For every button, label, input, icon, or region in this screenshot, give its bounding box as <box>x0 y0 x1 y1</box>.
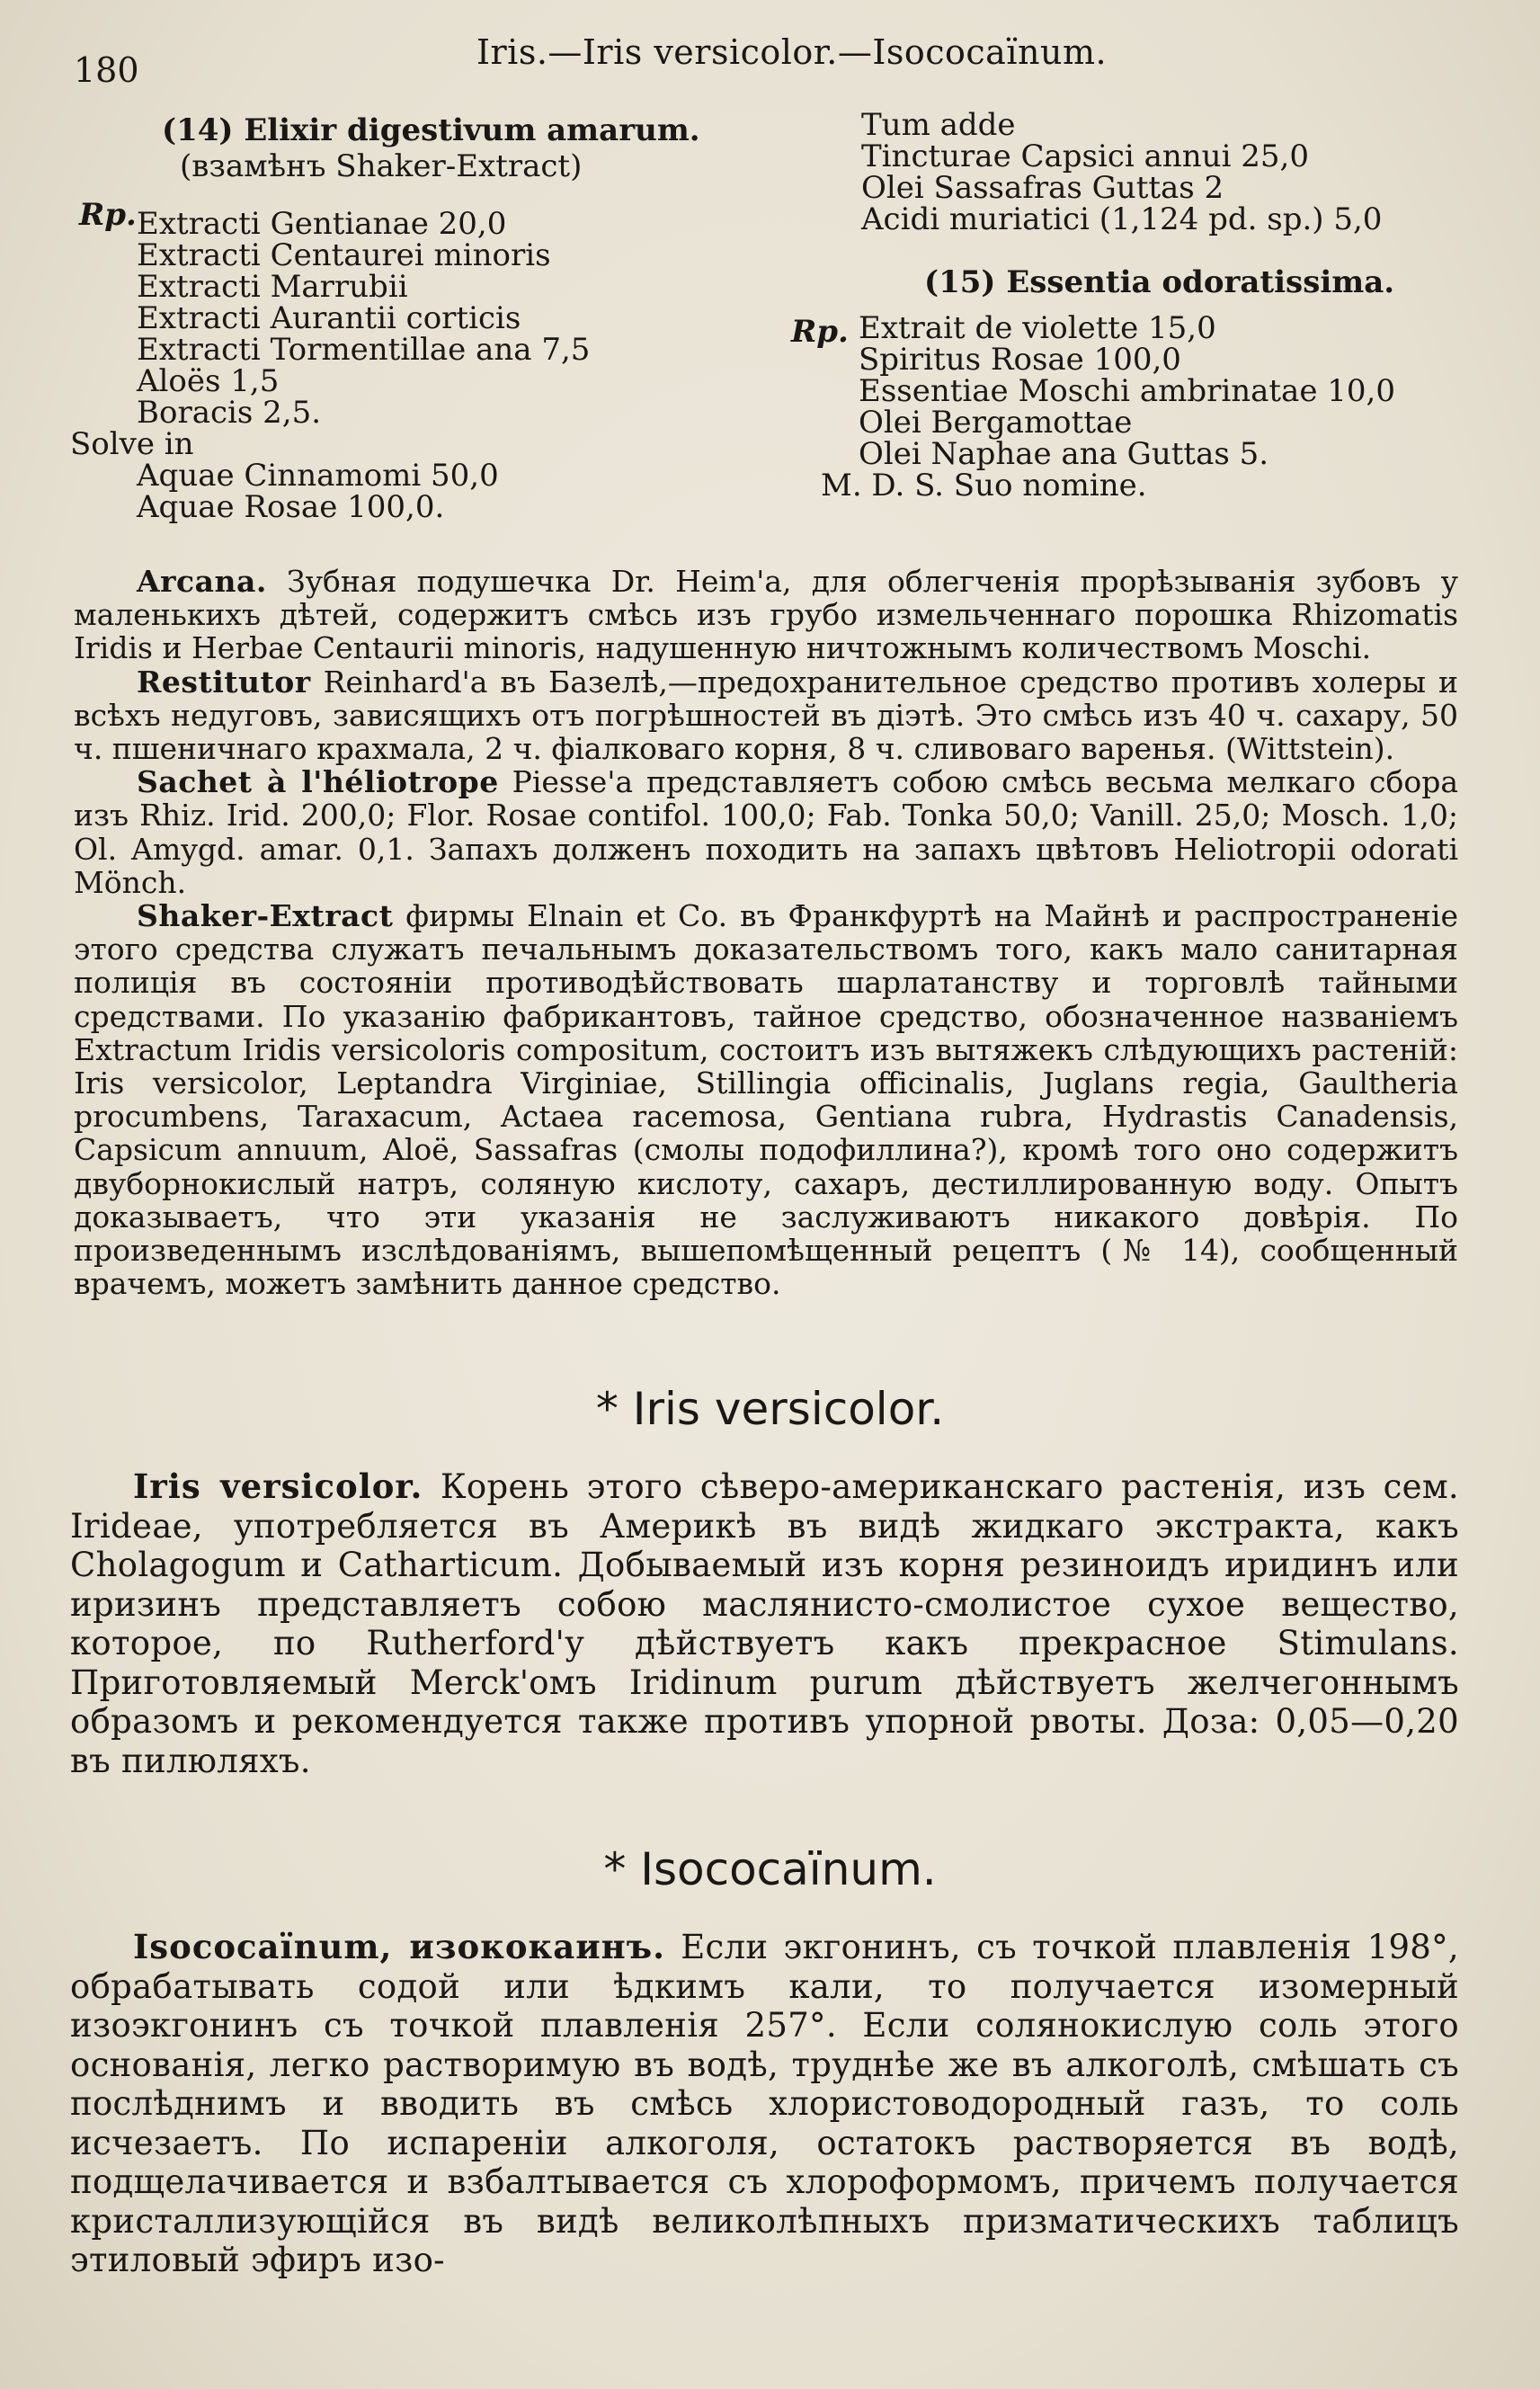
ingredient-line: Extracti Aurantii corticis <box>137 300 521 336</box>
paragraph-text: фирмы Elnain et Co. въ Франкфуртѣ на Майнѣ и распространеніе этого средства служатъ печальнымъ доказательствомъ того, какъ мало санитарная полиція въ состояніи противодѣйствовать шарлатанству и торговлѣ тайными средствами. По указанію фабрикантовъ, тайное средство, обозначенное названіемъ Extractum Iridis versicoloris compositum, состоитъ изъ вытяжекъ слѣдующихъ растеній: Iris versicolor, Leptandra Virginiae, Stillingia officinalis, Juglans regia, Gaultheria procumbens, Taraxacum, Actaea racemosa, Gentiana rubra, Hydrastis Canadensis, Capsicum annuum, Aloë, Sassafras (смолы подофиллина?), кромѣ того оно содержитъ двуборнокислый натръ, соляную кислоту, сахаръ, дестиллированную воду. Опытъ доказываетъ, что эти указанія не заслуживаютъ никакого довѣрія. По произведеннымъ изслѣдованіямъ, вышепомѣщенный рецептъ (№ 14), сообщенный врачемъ, можетъ замѣнить данное средство. <box>74 898 1458 1302</box>
paragraph <box>74 899 1458 1300</box>
ingredient-line: Tincturae Capsici annui 25,0 <box>861 138 1309 174</box>
rp-mark: Rp. <box>791 314 849 350</box>
recipe-14-title <box>162 112 700 148</box>
recipe-15-ingredients <box>821 310 1395 504</box>
recipe-14-subtitle-wrap <box>180 148 583 184</box>
recipe-14-continuation <box>861 107 1383 237</box>
rp-mark: Rp. <box>79 197 137 233</box>
ingredient-line: Extrait de violette 15,0 <box>859 310 1216 346</box>
section-title-iris: * Iris versicolor. <box>595 1383 945 1435</box>
paragraph <box>70 1928 1459 2280</box>
recipe-title: (15) Essentia odoratissima. <box>924 264 1395 300</box>
section-body-iris <box>70 1467 1459 1780</box>
paragraph <box>70 1467 1459 1780</box>
ingredient-line: Extracti Centaurei minoris <box>137 237 551 273</box>
ingredient-line: Extracti Tormentillae ana 7,5 <box>137 332 591 368</box>
recipe-title: (14) Elixir digestivum amarum. <box>162 112 700 148</box>
paragraph-text: Piesse'a представляетъ собою смѣсь весьма мелкаго сбора изъ Rhiz. Irid. 200,0; Flor. Rosae contifol. 100,0; Fab. Tonka 50,0; Vanill. 25,0; Mosch. 1,0; Ol. Amygd. amar. 0,1. Запахъ долженъ походить на запахъ цвѣтовъ Heliotropii odorati Mönch. <box>74 764 1458 900</box>
section-title-isococainum: * Isococaïnum. <box>603 1843 937 1895</box>
ingredient-line: M. D. S. Suo nomine. <box>821 468 1147 504</box>
paragraph-text: Если экгонинъ, съ точкой плавленія 198°, обрабатывать содой или ѣдкимъ кали, то получается изомерный изоэкгонинъ съ точкой плавленія 257°. Если солянокислую соль этого основанія, легко растворимую въ водѣ, труднѣе же въ алкоголѣ, смѣшать съ послѣднимъ и вводить въ смѣсь хлористоводородный газъ, то соль исчезаетъ. По испареніи алкоголя, остатокъ растворяется въ водѣ, подщелачивается и взбалтывается съ хлороформомъ, причемъ получается кристаллизующійся въ видѣ великолѣпныхъ призматическихъ таблицъ этиловый эфиръ изо- <box>70 1928 1459 2279</box>
small-print-block <box>74 565 1458 1300</box>
ingredient-line: Olei Naphae ana Guttas 5. <box>859 436 1269 472</box>
ingredient-line: Aloës 1,5 <box>137 363 280 399</box>
paragraph-label: Shaker-Extract <box>137 898 394 934</box>
paragraph <box>74 565 1458 665</box>
section-body-isococainum <box>70 1928 1459 2280</box>
ingredient-line: Aquae Rosae 100,0. <box>137 489 445 525</box>
paragraph-label: Restitutor <box>137 664 311 700</box>
paragraph-text: Reinhard'a въ Базелѣ,—предохранительное средство противъ холеры и всѣхъ недуговъ, зависящихъ отъ погрѣшностей въ діэтѣ. Это смѣсь изъ 40 ч. сахару, 50 ч. пшеничнаго крахмала, 2 ч. фіалковаго корня, 8 ч. сливоваго варенья. (Wittstein). <box>74 664 1458 767</box>
ingredient-line: Acidi muriatici (1,124 pd. sp.) 5,0 <box>861 201 1383 237</box>
ingredient-line: Essentiae Moschi ambrinatae 10,0 <box>859 373 1395 409</box>
paragraph-text: Корень этого сѣверо-американскаго растенія, изъ сем. Irideae, употребляется въ Америкѣ въ видѣ жидкаго экстракта, какъ Cholagogum и Catharticum. Добываемый изъ корня резиноидъ иридинъ или иризинъ представляетъ собою маслянисто-смолистое сухое вещество, которое, по Rutherford'у дѣйствуетъ какъ прекрасное Stimulans. Приготовляемый Merck'омъ Iridinum purum дѣйствуетъ желчегоннымъ образомъ и рекомендуется также противъ упорной рвоты. Доза: 0,05—0,20 въ пилюляхъ. <box>70 1467 1459 1780</box>
paragraph <box>74 765 1458 899</box>
ingredient-line: Boracis 2,5. <box>137 395 322 431</box>
ingredient-line: Olei Sassafras Guttas 2 <box>861 170 1224 206</box>
ingredient-line: Extracti Marrubii <box>137 269 408 305</box>
recipe-subtitle: (взамѣнъ Shaker-Extract) <box>180 148 583 184</box>
recipe-15-rp-wrap <box>791 316 849 348</box>
ingredient-line: Tum adde <box>861 107 1016 143</box>
ingredient-line: Olei Bergamottae <box>859 405 1133 441</box>
recipe-14-rp-wrap <box>79 197 137 233</box>
paragraph <box>74 665 1458 766</box>
paragraph-label: Iris versicolor. <box>133 1466 423 1506</box>
recipe-15-title-wrap <box>924 264 1395 300</box>
ingredient-line: Spiritus Rosae 100,0 <box>859 342 1181 378</box>
ingredient-line: Aquae Cinnamomi 50,0 <box>137 458 499 494</box>
paragraph-label: Arcana. <box>137 564 267 599</box>
paragraph-label: Isococaïnum, изококаинъ. <box>133 1927 666 1966</box>
paragraph-text: Зубная подушечка Dr. Heim'a, для облегченія прорѣзыванія зубовъ у маленькихъ дѣтей, содержитъ смѣсь изъ грубо измельченнаго порошка Rhizomatis Iridis и Herbae Centaurii minoris, надушенную ничтожнымъ количествомъ Moschi. <box>74 564 1458 666</box>
ingredient-line: Extracti Gentianae 20,0 <box>137 206 507 242</box>
ingredient-line: Solve in <box>70 426 194 462</box>
paragraph-label: Sachet à l'héliotrope <box>137 764 499 800</box>
page-number: 180 <box>74 50 139 90</box>
running-title: Iris.—Iris versicolor.—Isococaïnum. <box>476 32 1108 72</box>
